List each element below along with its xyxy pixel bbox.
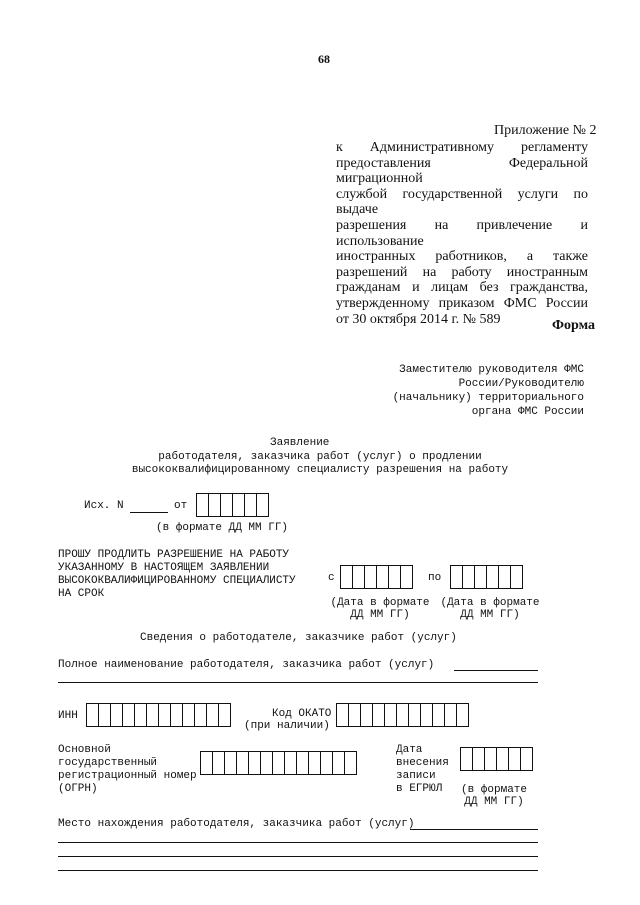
inn-boxes[interactable] xyxy=(86,703,231,727)
employer-location-field-continued[interactable] xyxy=(58,856,538,857)
page-number: 68 xyxy=(318,52,330,66)
period-to-label: по xyxy=(428,572,442,584)
request-line: ВЫСОКОКВАЛИФИЦИРОВАННОМУ СПЕЦИАЛИСТУ xyxy=(58,575,296,587)
appendix-line: разрешений на работу иностранным xyxy=(336,264,588,280)
appendix-line: гражданам и лицам без гражданства, xyxy=(336,280,588,296)
appendix-line: предоставления Федеральной миграционной xyxy=(336,155,588,187)
appendix-line: иностранных работников, а также xyxy=(336,249,588,265)
period-from-format-note: (Дата в формате ДД ММ ГГ) xyxy=(330,597,430,621)
egrul-date-boxes[interactable] xyxy=(460,747,533,771)
okato-note: (при наличии) xyxy=(244,720,330,732)
employer-section-title: Сведения о работодателе, заказчике работ (услуг) xyxy=(140,632,457,644)
employer-location-label: Место нахождения работодателя, заказчика работ (услуг) xyxy=(58,818,415,830)
document-title: Заявление xyxy=(270,437,330,449)
appendix-line: от 30 октября 2014 г. № 589 xyxy=(336,311,501,327)
employer-location-field[interactable] xyxy=(410,829,538,830)
employer-full-name-field[interactable] xyxy=(454,670,538,671)
appendix-line: службой государственной услуги по выдаче xyxy=(336,186,588,218)
period-from-label: с xyxy=(328,572,335,584)
okato-label: Код ОКАТО xyxy=(272,708,332,720)
addressee-line: органа ФМС России xyxy=(471,406,584,418)
addressee-block xyxy=(393,363,584,419)
period-to-date-boxes[interactable] xyxy=(450,565,523,589)
appendix-line: разрешения на привлечение и использование xyxy=(336,217,588,249)
inn-label: ИНН xyxy=(58,710,78,722)
request-text xyxy=(58,549,296,601)
employer-location-field-continued[interactable] xyxy=(58,870,538,871)
addressee-line: Заместителю руководителя ФМС xyxy=(399,364,584,376)
ogrn-label: Основной государственный регистрационный номер (ОГРН) xyxy=(58,744,197,795)
employer-full-name-label: Полное наименование работодателя, заказчика работ (услуг) xyxy=(58,659,435,671)
document-subtitle: работодателя, заказчика работ (услуг) о продлении xyxy=(158,451,482,463)
request-line: ПРОШУ ПРОДЛИТЬ РАЗРЕШЕНИЕ НА РАБОТУ xyxy=(58,549,290,561)
document-subtitle: высококвалифицированному специалисту разрешения на работу xyxy=(131,464,509,476)
ogrn-boxes[interactable] xyxy=(200,751,357,775)
outgoing-date-label: от xyxy=(174,500,188,512)
okato-boxes[interactable] xyxy=(336,703,469,727)
period-to-format-note: (Дата в формате ДД ММ ГГ) xyxy=(440,597,540,621)
form-label: Форма xyxy=(552,318,596,333)
employer-full-name-field-continued[interactable] xyxy=(58,682,538,683)
period-from-date-boxes[interactable] xyxy=(340,565,413,589)
appendix-title: Приложение № 2 xyxy=(494,123,597,138)
outgoing-number-label: Исх. N xyxy=(84,500,124,512)
egrul-date-format-note: (в формате ДД ММ ГГ) xyxy=(460,784,527,808)
appendix-reference xyxy=(336,140,588,327)
appendix-line: утвержденному приказом ФМС России xyxy=(336,295,588,311)
appendix-line: к Административному регламенту xyxy=(336,140,588,155)
request-line: НА СРОК xyxy=(58,588,105,600)
outgoing-date-boxes[interactable] xyxy=(196,493,269,517)
addressee-line: России/Руководителю xyxy=(458,378,584,390)
employer-location-field-continued[interactable] xyxy=(58,842,538,843)
addressee-line: (начальнику) территориального xyxy=(392,392,584,404)
egrul-date-label: Дата внесения записи в ЕГРЮЛ xyxy=(396,744,449,795)
outgoing-date-format-note: (в формате ДД ММ ГГ) xyxy=(156,522,289,534)
outgoing-number-line[interactable] xyxy=(130,512,168,513)
request-line: УКАЗАННОМУ В НАСТОЯЩЕМ ЗАЯВЛЕНИИ xyxy=(58,562,270,574)
